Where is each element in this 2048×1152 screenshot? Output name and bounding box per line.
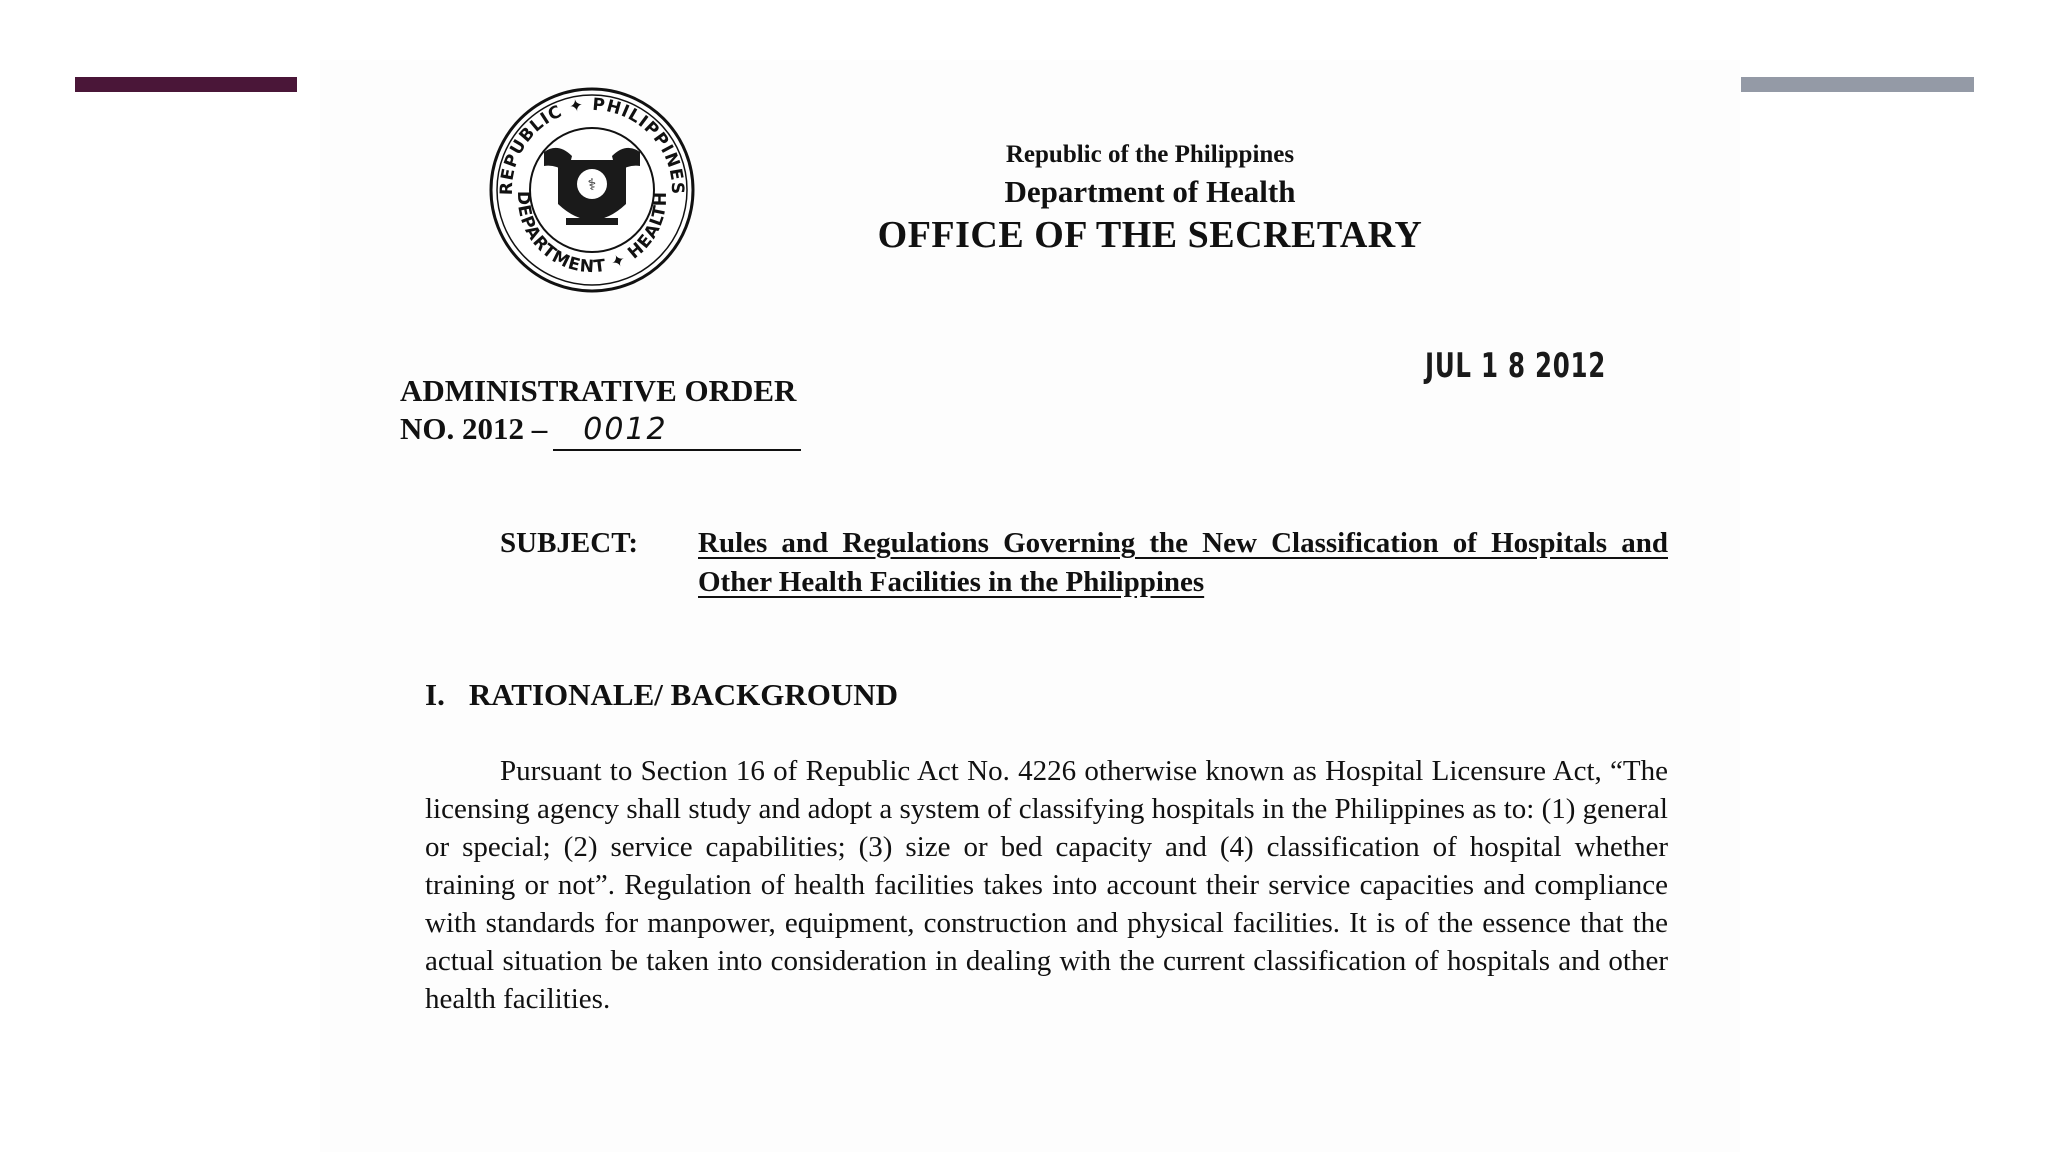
accent-bar-right <box>1741 77 1974 92</box>
date-stamp: JUL 1 8 2012 <box>1425 346 1607 386</box>
letterhead <box>860 138 1440 258</box>
order-number-row <box>400 410 801 451</box>
svg-text:DEPARTMENT ✦ HEALTH: DEPARTMENT ✦ HEALTH <box>512 190 672 278</box>
body-paragraph: Pursuant to Section 16 of Republic Act No. 4226 otherwise known as Hospital Licensure Act, “The licensing agency shall study and adopt a system of classifying hospitals in the Philippines as to: (1) general or special; (2) service capabilities; (3) size or bed capacity and (4) classification of hospital whether training or not”. Regulation of health facilities takes into account their service capacities and compliance with standards for manpower, equipment, construction and physical facilities. It is of the essence that the actual situation be taken into consideration in dealing with the current classification of hospitals and other health facilities. <box>425 755 1668 1015</box>
svg-text:REPUBLIC ✦ PHILIPPINES: REPUBLIC ✦ PHILIPPINES <box>496 94 688 196</box>
seal-icon <box>488 86 696 294</box>
section-numeral: I. <box>425 677 445 712</box>
letterhead-department: Department of Health <box>1004 174 1296 209</box>
letterhead-republic: Republic of the Philippines <box>1005 141 1295 168</box>
order-title: ADMINISTRATIVE ORDER <box>400 373 797 408</box>
order-number-prefix: NO. 2012 – <box>400 411 548 446</box>
subject-text: Rules and Regulations Governing the New Classification of Hospitals and Other Health Facilities in the Philippines <box>698 527 1668 598</box>
subject-label: SUBJECT: <box>500 527 639 559</box>
letterhead-office: OFFICE OF THE SECRETARY <box>877 214 1423 256</box>
svg-text:⚕: ⚕ <box>587 175 597 194</box>
section-heading <box>425 677 898 713</box>
accent-bar-left <box>75 77 297 92</box>
order-block <box>400 372 801 451</box>
order-number-handwritten: 0012 <box>553 411 801 451</box>
section-title: RATIONALE/ BACKGROUND <box>468 677 898 712</box>
